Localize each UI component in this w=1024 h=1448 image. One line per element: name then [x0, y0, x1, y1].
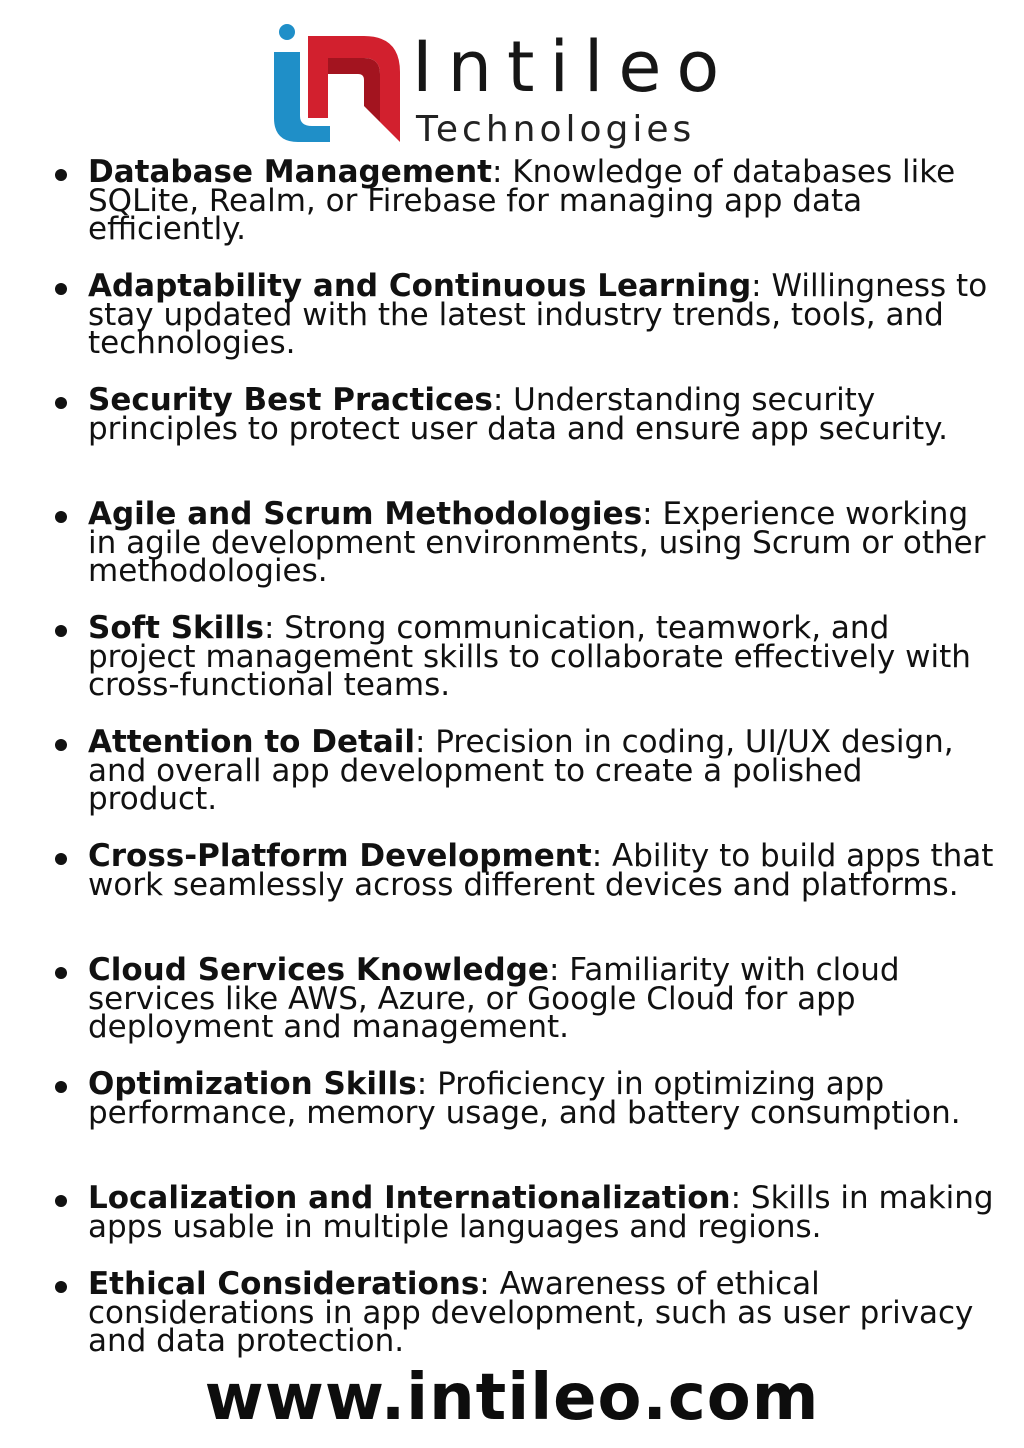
item-text: : Precision in coding, UI/UX design, and overall app development to create a polished product. — [88, 724, 954, 817]
item-term: Localization and Internationalization — [88, 1180, 731, 1216]
item-text: : Proficiency in optimizing app performance, memory usage, and battery consumption. — [88, 1066, 961, 1131]
list-item — [0, 154, 1024, 272]
bullet-icon — [55, 283, 67, 295]
item-text: : Willingness to stay updated with the latest industry trends, tools, and technologies. — [88, 268, 988, 361]
item-term: Attention to Detail — [88, 724, 415, 760]
brand-header — [0, 14, 1024, 150]
list-item — [0, 268, 1024, 386]
item-term: Database Management — [88, 154, 492, 190]
bullet-icon — [55, 739, 67, 751]
item-text: : Skills in making apps usable in multiple languages and regions. — [88, 1180, 994, 1245]
item-text: : Understanding security principles to protect user data and ensure app security. — [88, 382, 948, 447]
list-item — [0, 382, 1024, 500]
bullet-icon — [55, 1195, 67, 1207]
bullet-icon — [55, 1081, 67, 1093]
list-item — [0, 952, 1024, 1070]
item-term: Soft Skills — [88, 610, 264, 646]
item-text: : Experience working in agile development environments, using Scrum or other methodologies. — [88, 496, 986, 589]
item-term: Cloud Services Knowledge — [88, 952, 549, 988]
list-item — [0, 838, 1024, 956]
item-term: Cross-Platform Development — [88, 838, 592, 874]
item-term: Agile and Scrum Methodologies — [88, 496, 643, 532]
item-text: : Familiarity with cloud services like AWS, Azure, or Google Cloud for app deployment and management. — [88, 952, 900, 1045]
bullet-icon — [55, 169, 67, 181]
item-term: Ethical Considerations — [88, 1266, 480, 1302]
list-item — [0, 1066, 1024, 1184]
list-item — [0, 724, 1024, 842]
item-term: Optimization Skills — [88, 1066, 417, 1102]
bullet-icon — [55, 1281, 67, 1293]
item-text: : Ability to build apps that work seamlessly across different devices and platforms. — [88, 838, 994, 903]
brand-tagline: Technologies — [416, 109, 696, 150]
item-term: Adaptability and Continuous Learning — [88, 268, 752, 304]
item-text: : Awareness of ethical considerations in app development, such as user privacy and data protection. — [88, 1266, 974, 1359]
intileo-logo-icon — [268, 18, 418, 142]
website-url[interactable]: www.intileo.com — [204, 1361, 820, 1435]
list-item — [0, 496, 1024, 614]
bullet-icon — [55, 397, 67, 409]
item-text: : Strong communication, teamwork, and project management skills to collaborate effectively with cross-functional teams. — [88, 610, 971, 703]
bullet-icon — [55, 625, 67, 637]
list-item — [0, 610, 1024, 728]
list-item — [0, 1180, 1024, 1270]
bullet-icon — [55, 511, 67, 523]
item-term: Security Best Practices — [88, 382, 493, 418]
brand-name: Intileo — [412, 26, 735, 108]
skills-list — [0, 154, 1024, 1384]
bullet-icon — [55, 967, 67, 979]
item-text: : Knowledge of databases like SQLite, Realm, or Firebase for managing app data efficiently. — [88, 154, 956, 247]
bullet-icon — [55, 853, 67, 865]
